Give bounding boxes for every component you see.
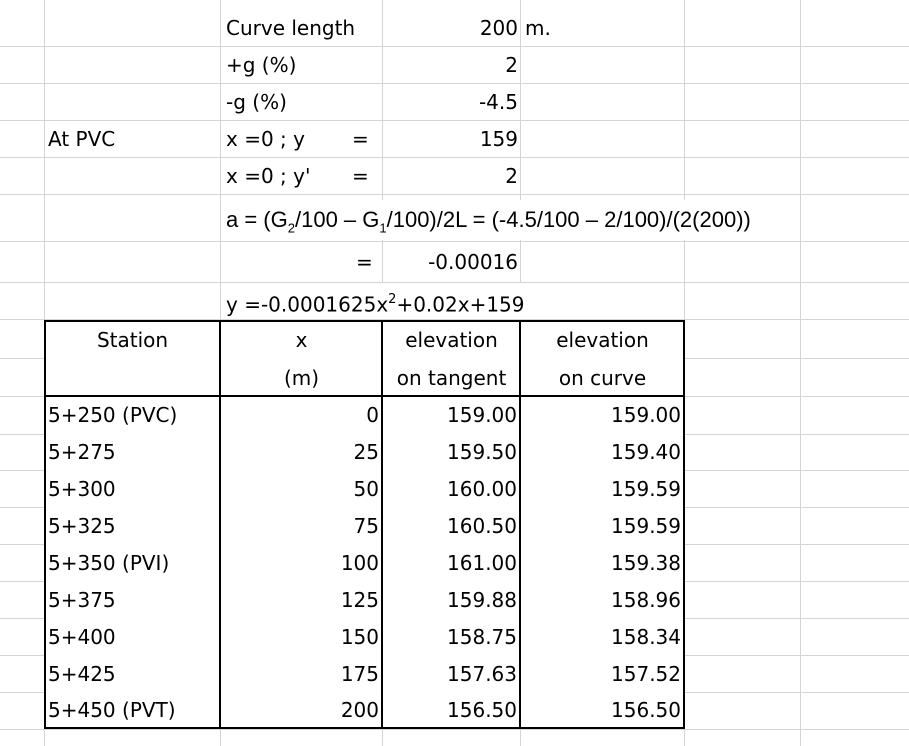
header-elevation-tangent-sub[interactable]: on tangent (396, 366, 507, 390)
equation-y[interactable]: $y =-0.0001625x^2+0.02x+159$ (226, 283, 525, 319)
table-row-x[interactable]: 100 (340, 551, 379, 575)
g-minus-label[interactable]: -g (%) (226, 90, 287, 114)
table-row-tangent[interactable]: 156.50 (447, 698, 517, 722)
table-row-tangent[interactable]: 159.00 (447, 403, 517, 427)
header-elevation-curve[interactable]: elevation (556, 328, 649, 352)
table-row-curve[interactable]: 159.59 (611, 514, 681, 538)
table-row-curve[interactable]: 157.52 (611, 662, 681, 686)
table-row-tangent[interactable]: 160.00 (447, 477, 517, 501)
table-row-curve[interactable]: 158.96 (611, 588, 681, 612)
table-row-tangent[interactable]: 157.63 (447, 662, 517, 686)
table-row-tangent[interactable]: 159.50 (447, 440, 517, 464)
table-row-curve[interactable]: 158.34 (611, 625, 681, 649)
table-row-tangent[interactable]: 160.50 (447, 514, 517, 538)
table-row-x[interactable]: 175 (340, 662, 379, 686)
table-row-tangent[interactable]: 159.88 (447, 588, 517, 612)
table-row-station[interactable]: 5+325 (48, 514, 116, 538)
header-elevation-curve-sub[interactable]: on curve (558, 366, 647, 390)
table-row-station[interactable]: 5+400 (48, 625, 116, 649)
table-row-x[interactable]: 200 (340, 698, 379, 722)
header-x-unit[interactable]: (m) (283, 366, 320, 390)
table-row-x[interactable]: 75 (353, 514, 379, 538)
table-row-curve[interactable]: 159.38 (611, 551, 681, 575)
yprime-condition-label[interactable]: x =0 ; y' (226, 164, 311, 188)
table-row-station[interactable]: 5+375 (48, 588, 116, 612)
yprime-condition-equals: = (352, 164, 369, 188)
curve-length-value[interactable]: 200 (479, 16, 518, 40)
table-row-station[interactable]: 5+450 (PVT) (48, 698, 176, 722)
g-plus-value[interactable]: 2 (505, 53, 518, 77)
table-row-station[interactable]: 5+425 (48, 662, 116, 686)
table-row-x[interactable]: 25 (353, 440, 379, 464)
yprime-condition-value[interactable]: 2 (505, 164, 518, 188)
table-row-station[interactable]: 5+300 (48, 477, 116, 501)
table-row-tangent[interactable]: 161.00 (447, 551, 517, 575)
header-elevation-tangent[interactable]: elevation (405, 328, 498, 352)
y-condition-value[interactable]: 159 (479, 127, 518, 151)
g-plus-label[interactable]: +g (%) (226, 53, 297, 77)
curve-length-label[interactable]: Curve length (226, 16, 356, 40)
table-row-x[interactable]: 50 (353, 477, 379, 501)
at-pvc-label[interactable]: At PVC (48, 127, 116, 151)
table-row-x[interactable]: 0 (366, 403, 379, 427)
table-row-station[interactable]: 5+250 (PVC) (48, 403, 178, 427)
table-row-curve[interactable]: 156.50 (611, 698, 681, 722)
table-row-curve[interactable]: 159.40 (611, 440, 681, 464)
table-row-station[interactable]: 5+275 (48, 440, 116, 464)
table-row-curve[interactable]: 159.00 (611, 403, 681, 427)
curve-length-unit[interactable]: m. (525, 16, 551, 40)
table-row-curve[interactable]: 159.59 (611, 477, 681, 501)
formula-a-equals: = (356, 250, 373, 274)
header-x[interactable]: x (295, 328, 308, 352)
table-row-x[interactable]: 150 (340, 625, 379, 649)
table-row-tangent[interactable]: 158.75 (447, 625, 517, 649)
header-station[interactable]: Station (96, 328, 169, 352)
y-condition-label[interactable]: x =0 ; y (226, 127, 305, 151)
table-row-x[interactable]: 125 (340, 588, 379, 612)
y-condition-equals: = (352, 127, 369, 151)
g-minus-value[interactable]: -4.5 (478, 90, 518, 114)
table-row-station[interactable]: 5+350 (PVI) (48, 551, 170, 575)
formula-a-value[interactable]: -0.00016 (428, 250, 518, 274)
formula-a-text[interactable]: $a = (G_2/100 - G_1/100)/2L = (-4.5/100 - 2/100)/(2(200))$ (226, 200, 755, 240)
